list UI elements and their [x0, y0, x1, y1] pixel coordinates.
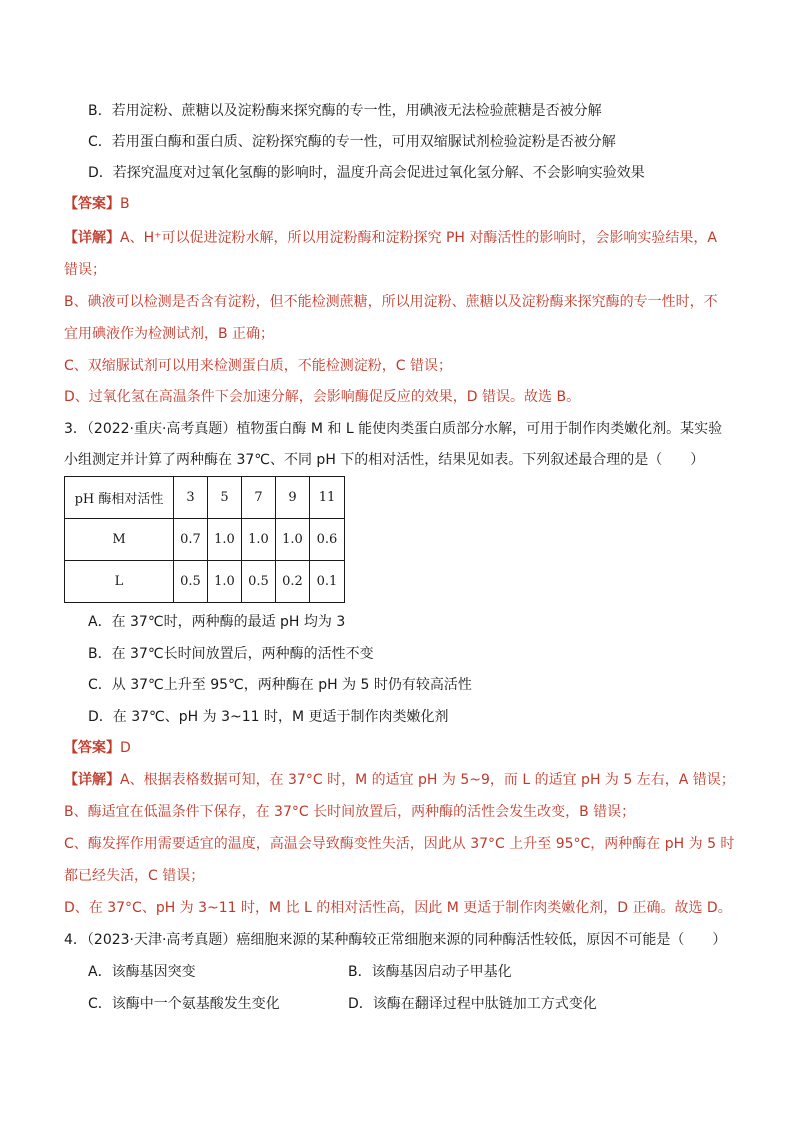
activity-cell: 0.7 [174, 519, 208, 561]
activity-cell: 0.1 [310, 561, 345, 603]
detail-tag: 【详解】 [64, 230, 120, 246]
answer-tag: 【答案】 [64, 196, 120, 212]
ph-activity-table [64, 476, 345, 603]
answer-value: D [120, 740, 131, 756]
q3-option-a: A．在 37℃时，两种酶的最适 pH 均为 3 [88, 614, 346, 630]
q2-option-c: C．若用蛋白酶和蛋白质、淀粉探究酶的专一性，可用双缩脲试剂检验淀粉是否被分解 [88, 134, 616, 150]
detail-tag: 【详解】 [64, 772, 120, 788]
q2-detail-line: D、过氧化氢在高温条件下会加速分解，会影响酶促反应的效果，D 错误。故选 B。 [64, 389, 581, 405]
ph-value-cell: 11 [310, 477, 345, 519]
q3-detail-line: B、酶适宜在低温条件下保存，在 37°C 长时间放置后，两种酶的活性会发生改变，B 错误； [64, 804, 636, 820]
enzyme-name-cell: L [65, 561, 174, 603]
q2-option-d: D．若探究温度对过氧化氢酶的影响时，温度升高会促进过氧化氢分解、不会影响实验效果 [88, 165, 645, 181]
activity-cell: 0.2 [276, 561, 310, 603]
q2-detail-line [64, 228, 717, 248]
q4-option-c: C．该酶中一个氨基酸发生变化 [88, 996, 280, 1012]
q2-answer [64, 194, 130, 214]
q4-option-d: D．该酶在翻译过程中肽链加工方式变化 [348, 996, 597, 1012]
q3-stem: 3．（2022·重庆·高考真题）植物蛋白酶 M 和 L 能使肉类蛋白质部分水解，可用于制作肉类嫩化剂。某实验 [64, 421, 723, 437]
q3-option-b: B．在 37℃长时间放置后，两种酶的活性不变 [88, 646, 374, 662]
activity-cell: 1.0 [276, 519, 310, 561]
q3-option-c: C．从 37℃上升至 95℃，两种酶在 pH 为 5 时仍有较高活性 [88, 677, 472, 693]
detail-text: A、H⁺可以促进淀粉水解，所以用淀粉酶和淀粉探究 PH 对酶活性的影响时，会影响实验结果，A [120, 230, 717, 246]
detail-text: A、根据表格数据可知，在 37°C 时，M 的适宜 pH 为 5~9，而 L 的适宜 pH 为 5 左右，A 错误； [120, 772, 735, 788]
ph-value-cell: 5 [208, 477, 242, 519]
q2-detail-line: C、双缩脲试剂可以用来检测蛋白质，不能检测淀粉，C 错误； [64, 358, 452, 374]
ph-value-cell: 3 [174, 477, 208, 519]
ph-value-cell: 7 [242, 477, 276, 519]
q4-option-a: A．该酶基因突变 [88, 964, 196, 980]
q3-detail-line: D、在 37°C、pH 为 3~11 时，M 比 L 的相对活性高，因此 M 更适于制作肉类嫩化剂，D 正确。故选 D。 [64, 900, 732, 916]
q2-detail-line: 宜用碘液作为检测试剂，B 正确； [64, 326, 275, 342]
q2-detail-line: B、碘液可以检测是否含有淀粉，但不能检测蔗糖，所以用淀粉、蔗糖以及淀粉酶来探究酶的专一性时，不 [64, 294, 718, 310]
q4-option-b: B．该酶基因启动子甲基化 [348, 964, 512, 980]
activity-cell: 0.5 [174, 561, 208, 603]
q3-option-d: D．在 37℃、pH 为 3~11 时，M 更适于制作肉类嫩化剂 [88, 709, 449, 725]
q4-stem: 4．（2023·天津·高考真题）癌细胞来源的某种酶较正常细胞来源的同种酶活性较低，原因不可能是（ ） [64, 932, 727, 948]
activity-cell: 1.0 [208, 561, 242, 603]
activity-cell: 1.0 [208, 519, 242, 561]
table-row [65, 561, 345, 603]
q3-stem: 小组测定并计算了两种酶在 37℃、不同 pH 下的相对活性，结果见如表。下列叙述最合理的是（ ） [64, 452, 705, 468]
q3-answer [64, 738, 131, 758]
table-header-cell: pH 酶相对活性 [65, 477, 174, 519]
q3-detail-line: C、酶发挥作用需要适宜的温度，高温会导致酶变性失活，因此从 37°C 上升至 95°C，两种酶在 pH 为 5 时 [64, 836, 735, 852]
answer-tag: 【答案】 [64, 740, 120, 756]
ph-value-cell: 9 [276, 477, 310, 519]
q2-option-b: B．若用淀粉、蔗糖以及淀粉酶来探究酶的专一性，用碘液无法检验蔗糖是否被分解 [88, 103, 602, 119]
activity-cell: 0.6 [310, 519, 345, 561]
activity-cell: 0.5 [242, 561, 276, 603]
table-header-row [65, 477, 345, 519]
answer-value: B [120, 196, 130, 212]
enzyme-name-cell: M [65, 519, 174, 561]
table-row [65, 519, 345, 561]
q2-detail-line: 错误； [64, 262, 106, 278]
activity-cell: 1.0 [242, 519, 276, 561]
q3-detail-line: 都已经失活，C 错误； [64, 868, 205, 884]
q3-detail-line [64, 770, 735, 790]
